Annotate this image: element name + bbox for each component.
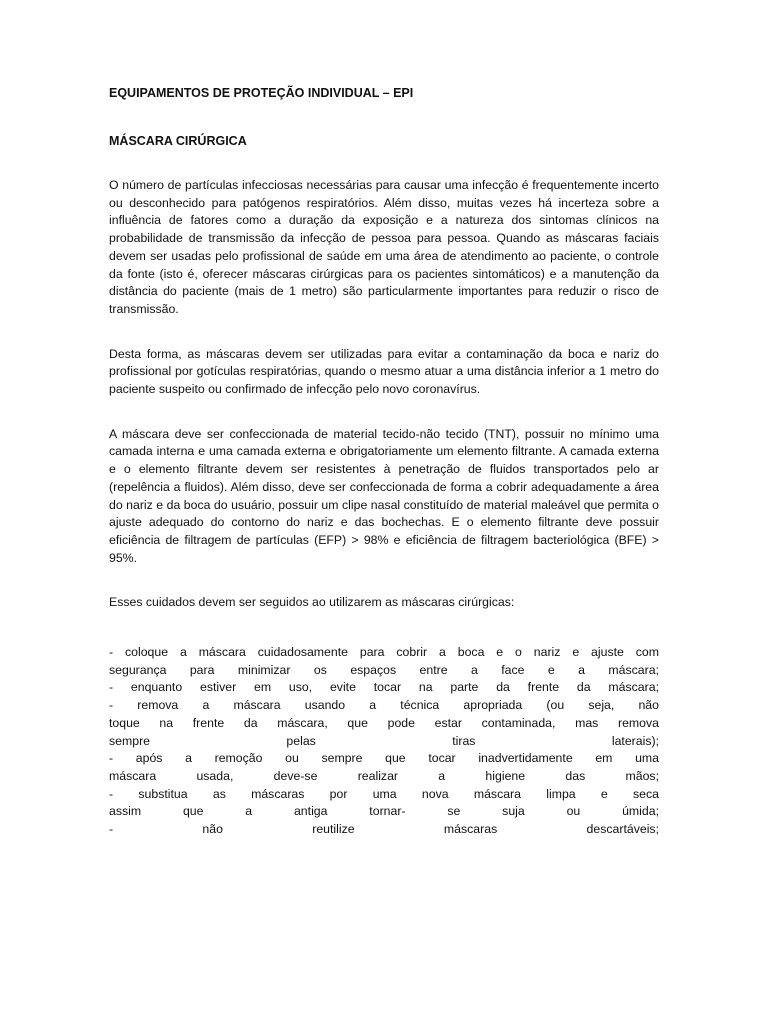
list-line: - remova a máscara usando a técnica apropriada (ou seja, não: [109, 698, 659, 713]
list-intro: Esses cuidados devem ser seguidos ao utilizarem as máscaras cirúrgicas:: [109, 595, 515, 610]
section-title: MÁSCARA CIRÚRGICA: [109, 134, 247, 148]
paragraph-3: A máscara deve ser confeccionada de material tecido-não tecido (TNT), possuir no mínimo uma camada interna e uma camada externa e obrigatoriamente um elemento filtrante. A camada externa e o elemento filtrante devem ser resistentes à penetração de fluidos transportados pelo ar (repelência a fluidos). Além disso, deve ser confeccionada de forma a cobrir adequadamente a área do nariz e da boca do usuário, possuir um clipe nasal constituído de material maleável que permita o ajuste adequado do contorno do nariz e das bochechas. E o elemento filtrante deve possuir eficiência de filtragem de partículas (EFP) > 98% e eficiência de filtragem bacteriológica (BFE) > 95%.: [109, 426, 659, 565]
list-line: assim que a antiga tornar- se suja ou úmida;: [109, 804, 659, 819]
list-line: segurança para minimizar os espaços entre a face e a máscara;: [109, 662, 659, 677]
list-line: toque na frente da máscara, que pode estar contaminada, mas remova: [109, 715, 659, 730]
list-line: - após a remoção ou sempre que tocar inadvertidamente em uma: [109, 751, 659, 766]
paragraph-1: O número de partículas infecciosas necessárias para causar uma infecção é frequentemente incerto ou desconhecido para patógenos respiratórios. Além disso, muitas vezes há incerteza sobre a influência de fatores como a duração da exposição e a natureza dos sintomas clínicos na probabilidade de transmissão da infecção de pessoa para pessoa. Quando as máscaras faciais devem ser usadas pelo profissional de saúde em uma área de atendimento ao paciente, o controle da fonte (isto é, oferecer máscaras cirúrgicas para os pacientes sintomáticos) e a manutenção da distância do paciente (mais de 1 metro) são particularmente importantes para reduzir o risco de transmissão.: [109, 178, 659, 316]
list-line: - coloque a máscara cuidadosamente para cobrir a boca e o nariz e ajuste com: [109, 645, 659, 660]
list-line: - substitua as máscaras por uma nova máscara limpa e seca: [109, 786, 659, 801]
document-title: EQUIPAMENTOS DE PROTEÇÃO INDIVIDUAL – EPI: [109, 86, 414, 100]
document-body: [109, 84, 659, 839]
list-line: máscara usada, deve-se realizar a higiene das mãos;: [109, 768, 659, 783]
list-line: - enquanto estiver em uso, evite tocar na parte da frente da máscara;: [109, 680, 659, 695]
list-line: sempre pelas tiras laterais);: [109, 733, 659, 748]
list-line: - não reutilize máscaras descartáveis;: [109, 822, 659, 837]
care-list: [109, 644, 659, 839]
paragraph-2: Desta forma, as máscaras devem ser utilizadas para evitar a contaminação da boca e nariz do profissional por gotículas respiratórias, quando o mesmo atuar a uma distância inferior a 1 metro do paciente suspeito ou confirmado de infecção pelo novo coronavírus.: [109, 346, 659, 397]
